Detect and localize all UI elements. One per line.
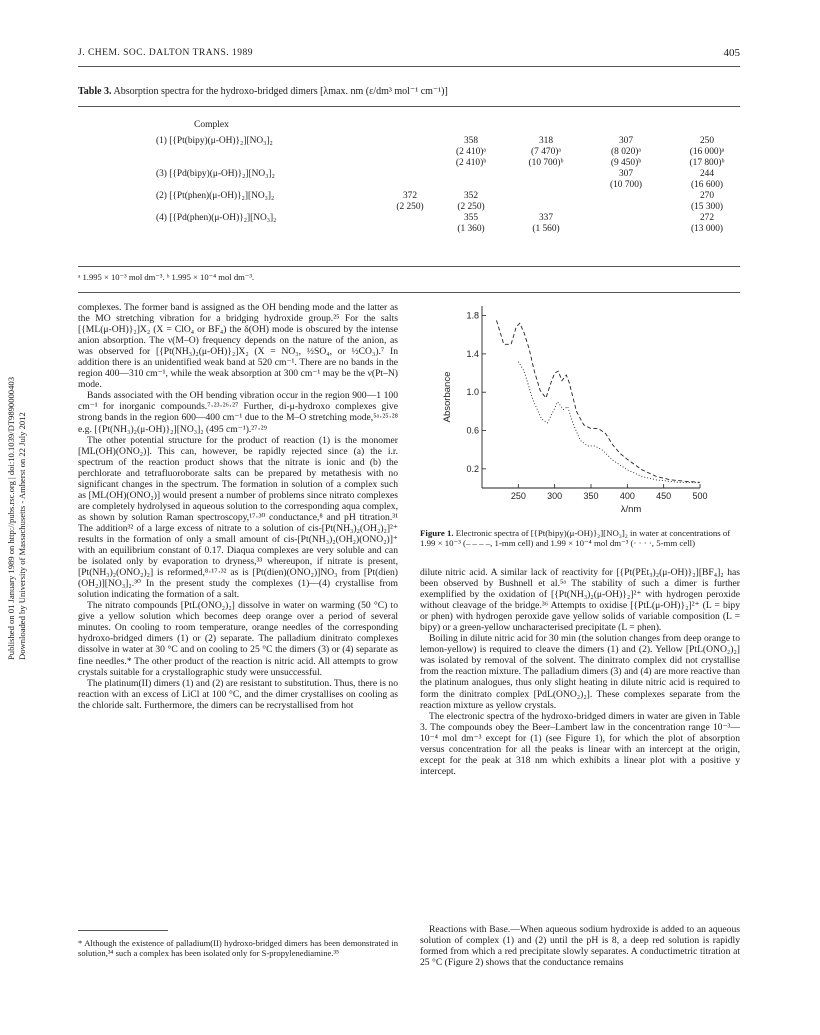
published-stamp-line: Published on 01 January 1989 on http://pubs.rsc.org | doi:10.1039/DT9890000403 [6, 377, 16, 660]
value-cell: (10 700) [609, 180, 643, 190]
complex-cell: (1) [{Pt(bipy)(μ-OH)}₂][NO₃]₂ [156, 136, 273, 146]
downloaded-stamp-line: Downloaded by University of Massachusetts - Amherst on 22 July 2012 [17, 412, 27, 660]
x-tick-label: 500 [692, 491, 708, 501]
figure-1-spectrum [430, 298, 720, 518]
figure-label: Figure 1. [420, 528, 454, 538]
table-row [156, 147, 748, 158]
table-top-rule [78, 106, 740, 107]
y-tick-label: 1.8 [466, 310, 479, 321]
value-cell [586, 191, 666, 202]
value-cell: 270 [699, 191, 715, 201]
y-axis-label: Absorbance [442, 371, 453, 423]
value-cell: (1 560) [532, 224, 560, 234]
complex-cell [156, 202, 384, 213]
paragraph: Boiling in dilute nitric acid for 30 min (the solution changes from deep orange to lemon-yellow) is required to cleave the dimers (1) and (2). Yellow [PtL(ONO₂)₂] was isolated by removal of the solvent. The dinitrato complex did not crystallise from the reaction mixture. The palladium dimers (3) and (4) are more reactive than the platinum analogues, thus only slight heating in dilute nitric acid is required to form the dinitrato complex [PdL(ONO₂)₂]. These complexes separate from the reaction mixture as yellow crystals. [420, 633, 740, 711]
complex-cell [156, 224, 384, 235]
complex-cell [156, 158, 384, 169]
value-cell: 318 [538, 136, 554, 146]
value-cell [384, 180, 436, 191]
value-cell [384, 158, 436, 169]
complex-cell: (2) [{Pt(phen)(μ-OH)}₂][NO₃]₂ [156, 191, 275, 201]
value-cell: (1 360) [457, 224, 485, 234]
value-cell [384, 224, 436, 235]
x-tick-label: 250 [510, 491, 526, 501]
complex-cell: (4) [{Pd(phen)(μ-OH)}₂][NO₃]₂ [156, 213, 277, 223]
value-cell: (7 470)ᵃ [531, 147, 561, 157]
value-cell: (16 000)ᵃ [689, 147, 725, 157]
paragraph: The platinum(II) dimers (1) and (2) are resistant to substitution. Thus, there is no reaction with an excess of LiCl at 100 °C, and the dimer crystallises on cooling as the chloride salt. Furthermore, the dimers can be recrystallised from hot [78, 677, 398, 711]
paragraph: complexes. The former band is assigned as the OH bending mode and the latter as the MO stretching vibration for a bridging hydroxide group.²⁵ For the salts [{ML(μ-OH)}₂]X₂ (X = ClO₄ or BF₄) the δ(OH) mode is obscured by the intense anion absorption. The ν(M–O) frequency depends on the nature of the anion, as was observed for [{Pt(NH₃)₂(μ-OH)}₂]X₂ (X = NO₃, ½SO₄, or ½CO₃).⁷ In addition there is an unidentified weak band at 520 cm⁻¹. There are no bands in the region 400—310 cm⁻¹, while the weak absorption at 300 cm⁻¹ may be the ν(Pt–N) mode. [78, 302, 398, 391]
x-tick-label: 450 [656, 491, 672, 501]
table-row [156, 191, 748, 202]
table-row [156, 136, 748, 147]
value-cell: (16 600) [690, 180, 724, 190]
figure-caption [420, 528, 740, 549]
value-cell: (2 410)ᵇ [455, 158, 487, 168]
value-cell [586, 224, 666, 235]
table-row [156, 180, 748, 191]
value-cell: (2 410)ᵃ [456, 147, 486, 157]
y-tick-label: 0.6 [466, 425, 479, 436]
table-row [156, 213, 748, 224]
table-label: Table 3. [78, 86, 112, 97]
value-cell [506, 191, 586, 202]
y-tick-label: 1.0 [466, 387, 479, 398]
table-caption [78, 86, 448, 97]
value-cell: 250 [699, 136, 715, 146]
value-cell [586, 202, 666, 213]
x-axis-label: λ/nm [620, 504, 642, 515]
value-cell: (17 800)ᵇ [689, 158, 725, 168]
value-cell: (2 250) [396, 202, 424, 212]
x-tick-label: 400 [619, 491, 635, 501]
value-cell [436, 169, 506, 180]
table-row [156, 224, 748, 235]
value-cell: 337 [538, 213, 554, 223]
paragraph: Reactions with Base.—When aqueous sodium hydroxide is added to an aqueous solution of complex (1) and (2) until the pH is 8, a deep red solution is rapidly formed from which a red precipitate slowly separates. A conductimetric titration at 25 °C (Figure 2) shows that the conductance remains [420, 924, 740, 969]
table-column-header: Complex [194, 120, 229, 130]
value-cell [506, 180, 586, 191]
complex-cell: (3) [{Pd(bipy)(μ-OH)}₂][NO₃]₂ [156, 169, 275, 179]
left-column [78, 302, 398, 711]
series-line-concentrated [497, 320, 701, 482]
value-cell: 352 [463, 191, 479, 201]
value-cell [384, 147, 436, 158]
value-cell: (15 300) [690, 202, 724, 212]
value-cell: (9 450)ᵇ [610, 158, 642, 168]
footnote-rule [78, 930, 168, 931]
spectra-table [156, 136, 748, 235]
value-cell: 272 [699, 213, 715, 223]
download-stamp [2, 230, 32, 660]
paragraph: The nitrato compounds [PtL(ONO₂)₂] dissolve in water on warming (50 °C) to give a yellow solution which becomes deep orange over a period of several minutes. On cooling to room temperature, orange needles of the corresponding hydroxo-bridged dimers (1) or (2) separate. The palladium dinitrato complexes dissolve in water at 30 °C and on cooling to 25 °C the dimers (3) or (4) separate as fine needles.* The other product of the reaction is nitric acid. All attempts to grow crystals suitable for a crystallographic study were unsuccessful. [78, 600, 398, 678]
table-caption-text: Absorption spectra for the hydroxo-bridged dimers [λmax. nm (ε/dm³ mol⁻¹ cm⁻¹)] [113, 86, 448, 97]
value-cell [586, 213, 666, 224]
value-cell [384, 169, 436, 180]
value-cell [506, 202, 586, 213]
value-cell [384, 213, 436, 224]
value-cell: (2 250) [457, 202, 485, 212]
value-cell [506, 169, 586, 180]
paragraph: The other potential structure for the product of reaction (1) is the monomer [ML(OH)(ONO₂)]. This can, however, be rapidly rejected since (a) the i.r. spectrum of the reaction product shows that the nitrate is ionic and (b) the perchlorate and tetrafluoroborate salts can be prepared by metathesis with no significant changes in the spectrum. The formation in solution of a complex such as [ML(OH)(ONO₂)] would present a number of problems since nitrato complexes are completely hydrolysed in aqueous solution to the corresponding aqua complex, as shown by solution Raman spectroscopy,¹⁷·³⁰ conductance,⁸ and pH titration.³¹ The addition³² of a large excess of nitrate to a solution of cis-[Pt(NH₃)₂(OH₂)₂]²⁺ results in the formation of only a small amount of cis-[Pt(NH₃)₂(OH₂)(ONO₂)]⁺ with an equilibrium constant of 0.17. Diaqua complexes are very soluble and can be isolated only by evaporation to dryness,³³ whereupon, if nitrate is present, [Pt(NH₃)₂(ONO₂)₂] is reformed,⁸·¹⁷·³² as is [Pt(dien)(ONO₂)]NO₃ from [Pt(dien)(OH₂)][NO₃]₂.³⁰ In the present study the complexes (1)—(4) crystallise from solution indicating the formation of a salt. [78, 434, 398, 601]
paragraph: Bands associated with the OH bending vibration occur in the region 900—1 100 cm⁻¹ for inorganic compounds.⁷·²³·²⁶·²⁷ Further, di-μ-hydroxo complexes give strong bands in the region 600—400 cm⁻¹ due to the M–O stretching mode,⁵ᵃ·²⁵·²⁸ e.g. [{Pt(NH₃)₂(μ-OH)}₂][NO₃]₂ (495 cm⁻¹).²⁷·²⁹ [78, 390, 398, 435]
right-column-lower [420, 924, 740, 968]
paragraph: dilute nitric acid. A similar lack of reactivity for [{Pt(PEt₃)₂(μ-OH)}₂][BF₄]₂ has been observed by Bushnell et al.⁵ᵃ The stability of such a dimer is further exemplified by the oxidation of [{Pt(NH₃)₂(μ-OH)}₂]²⁺ with hydrogen peroxide without cleavage of the bridge.³⁶ Attempts to oxidise [{PtL(μ-OH)}₂]²⁺ (L = bipy or phen) with hydrogen peroxide gave yellow solids of variable composition (L = bipy) or a green-yellow uncharacterised precipitate (L = phen). [420, 567, 740, 634]
header-rule [78, 66, 740, 67]
running-head: J. CHEM. SOC. DALTON TRANS. 1989 [78, 48, 253, 58]
value-cell: 358 [463, 136, 479, 146]
figure-caption-text: Electronic spectra of [{Pt(bipy)(μ-OH)}₂][NO₃]₂ in water at concentrations of 1.99 × 10⁻³ (– – – –, 1-mm cell) and 1.99 × 10⁻⁴ mol dm⁻³ (· · · ·, 5-mm cell) [420, 528, 731, 549]
value-cell [436, 180, 506, 191]
table-row [156, 202, 748, 213]
page-number: 405 [723, 47, 740, 59]
value-cell: 307 [618, 169, 634, 179]
table-footnote: ᵃ 1.995 × 10⁻³ mol dm⁻³. ᵇ 1.995 × 10⁻⁴ mol dm⁻³. [78, 272, 255, 282]
x-tick-label: 300 [547, 491, 563, 501]
y-tick-label: 0.2 [466, 463, 479, 474]
series-line-dilute [518, 362, 700, 483]
right-column-upper [420, 567, 740, 777]
y-tick-label: 1.4 [466, 348, 479, 359]
footnote: * Although the existence of palladium(II) hydroxo-bridged dimers has been demonstrated in solution,³⁴ such a complex has been isolated only for S-propylenediamine.³⁵ [78, 938, 398, 958]
value-cell [384, 136, 436, 147]
table-row [156, 158, 748, 169]
value-cell: 372 [402, 191, 418, 201]
x-tick-label: 350 [583, 491, 599, 501]
value-cell: (13 000) [690, 224, 724, 234]
value-cell: (10 700)ᵇ [528, 158, 564, 168]
table-end-rule [78, 292, 740, 293]
value-cell: 355 [463, 213, 479, 223]
complex-cell [156, 180, 384, 191]
value-cell: (8 020)ᵃ [611, 147, 641, 157]
table-row [156, 169, 748, 180]
value-cell: 244 [699, 169, 715, 179]
table-bottom-rule [78, 266, 740, 267]
complex-cell [156, 147, 384, 158]
paragraph: The electronic spectra of the hydroxo-bridged dimers in water are given in Table 3. The compounds obey the Beer–Lambert law in the concentration range 10⁻³—10⁻⁴ mol dm⁻³ except for (1) (see Figure 1), for which the plot of absorption versus concentration for all the peaks is linear with an intercept at the origin, except for the peak at 318 nm which exhibits a linear plot with a positive y intercept. [420, 710, 740, 777]
value-cell: 307 [618, 136, 634, 146]
